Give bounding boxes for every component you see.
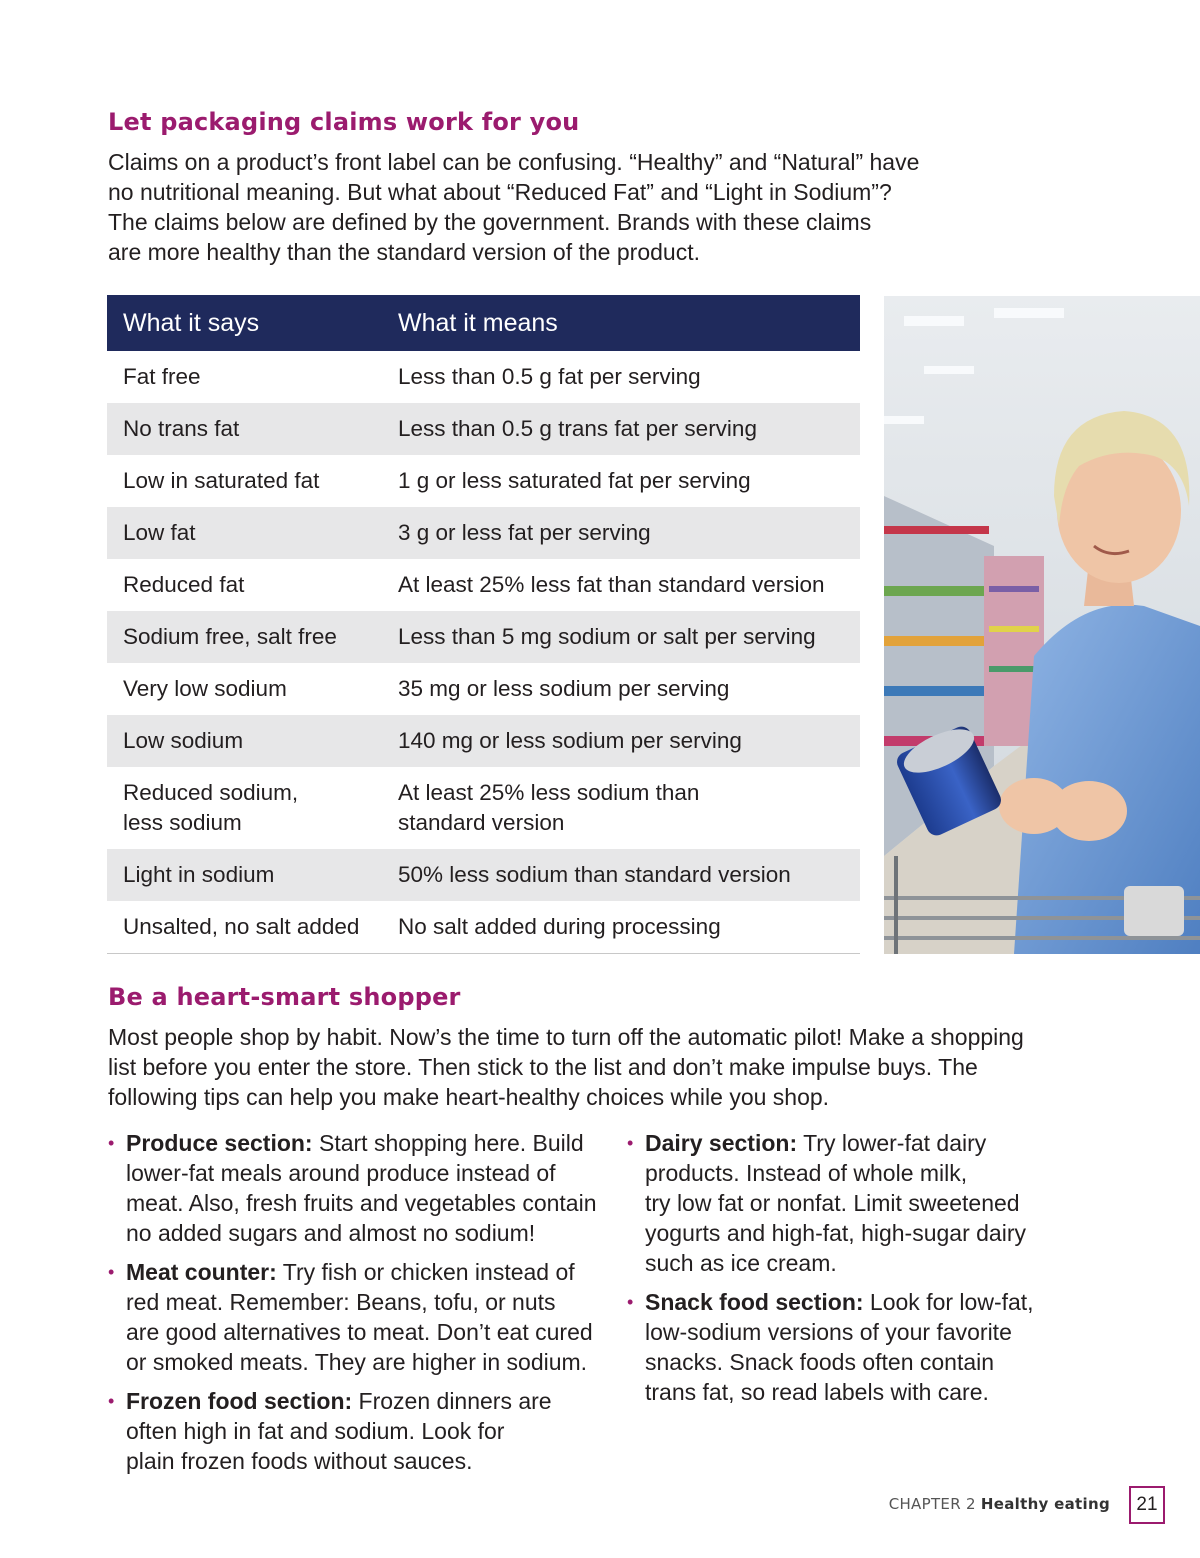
tip-text: no added sugars and almost no sodium! xyxy=(126,1220,536,1246)
tip-text: often high in fat and sodium. Look for xyxy=(126,1418,505,1444)
packaging-claims-intro xyxy=(108,147,919,267)
table-row xyxy=(107,767,860,849)
meaning-line: At least 25% less sodium than xyxy=(398,780,700,805)
list-item xyxy=(108,1386,598,1476)
page-footer xyxy=(889,1495,1110,1513)
tip-text: Look for low-fat, xyxy=(863,1289,1034,1315)
tip-text: Frozen dinners are xyxy=(352,1388,552,1414)
meaning-cell: Less than 0.5 g fat per serving xyxy=(398,364,701,389)
column-header-what-it-means: What it means xyxy=(382,295,860,351)
intro-line: list before you enter the store. Then stick to the list and don’t make impulse buys. The xyxy=(108,1054,978,1080)
meaning-cell: At least 25% less fat than standard version xyxy=(398,572,825,597)
table-row xyxy=(107,507,860,559)
claim-cell: Reduced fat xyxy=(123,572,245,597)
meaning-cell xyxy=(382,767,860,849)
tip-text: trans fat, so read labels with care. xyxy=(645,1379,989,1405)
bullet-icon: • xyxy=(627,1133,634,1153)
intro-line: The claims below are defined by the government. Brands with these claims xyxy=(108,209,872,235)
bullet-icon: • xyxy=(627,1292,634,1312)
intro-line: Most people shop by habit. Now’s the time to turn off the automatic pilot! Make a shopping xyxy=(108,1024,1024,1050)
meaning-cell: 1 g or less saturated fat per serving xyxy=(398,468,751,493)
table-row xyxy=(107,351,860,403)
tip-text: Try fish or chicken instead of xyxy=(276,1259,575,1285)
meaning-cell: Less than 0.5 g trans fat per serving xyxy=(382,403,860,455)
meaning-cell: 35 mg or less sodium per serving xyxy=(398,676,730,701)
claim-cell: No trans fat xyxy=(107,403,382,455)
intro-line: no nutritional meaning. But what about “Reduced Fat” and “Light in Sodium”? xyxy=(108,179,892,205)
table-row xyxy=(107,455,860,507)
tips-list-left xyxy=(108,1128,598,1485)
tip-title: Produce section: xyxy=(126,1130,313,1156)
tip-title: Meat counter: xyxy=(126,1259,277,1285)
intro-line: are more healthy than the standard version of the product. xyxy=(108,239,700,265)
page-number: 21 xyxy=(1129,1486,1165,1524)
claim-cell: Sodium free, salt free xyxy=(107,611,382,663)
bullet-icon: • xyxy=(108,1391,115,1411)
grocery-shopper-photo xyxy=(884,296,1200,954)
claim-cell: Low in saturated fat xyxy=(123,468,320,493)
tip-title: Snack food section: xyxy=(645,1289,864,1315)
tip-text: try low fat or nonfat. Limit sweetened xyxy=(645,1190,1020,1216)
list-item xyxy=(627,1287,1087,1407)
claim-cell xyxy=(107,767,382,849)
chapter-title: Healthy eating xyxy=(980,1495,1110,1513)
tip-text: low-sodium versions of your favorite xyxy=(645,1319,1012,1345)
table-row xyxy=(107,663,860,715)
meaning-cell: 140 mg or less sodium per serving xyxy=(382,715,860,767)
table-row xyxy=(107,715,860,767)
tip-text: such as ice cream. xyxy=(645,1250,837,1276)
tips-list-right xyxy=(627,1128,1087,1416)
tip-title: Dairy section: xyxy=(645,1130,798,1156)
claim-cell: Low fat xyxy=(107,507,382,559)
tip-text: products. Instead of whole milk, xyxy=(645,1160,968,1186)
table-row xyxy=(107,849,860,901)
bullet-icon: • xyxy=(108,1262,115,1282)
intro-line: Claims on a product’s front label can be confusing. “Healthy” and “Natural” have xyxy=(108,149,920,175)
tip-text: yogurts and high-fat, high-sugar dairy xyxy=(645,1220,1026,1246)
tip-text: Start shopping here. Build xyxy=(312,1130,584,1156)
table-row xyxy=(107,901,860,954)
table-header-row xyxy=(107,295,860,351)
tip-text: red meat. Remember: Beans, tofu, or nuts xyxy=(126,1289,556,1315)
tip-text: or smoked meats. They are higher in sodium. xyxy=(126,1349,588,1375)
claim-line: less sodium xyxy=(123,810,242,835)
section-heading-packaging-claims: Let packaging claims work for you xyxy=(108,108,580,136)
tip-text: meat. Also, fresh fruits and vegetables contain xyxy=(126,1190,597,1216)
claims-table xyxy=(107,295,860,954)
tip-text: lower-fat meals around produce instead of xyxy=(126,1160,556,1186)
table-row xyxy=(107,611,860,663)
table-row xyxy=(107,403,860,455)
bullet-icon: • xyxy=(108,1133,115,1153)
list-item xyxy=(627,1128,1087,1278)
intro-line: following tips can help you make heart-healthy choices while you shop. xyxy=(108,1084,830,1110)
chapter-label: CHAPTER 2 xyxy=(888,1495,976,1513)
claim-line: Reduced sodium, xyxy=(123,780,299,805)
heart-smart-intro xyxy=(108,1022,1024,1112)
meaning-cell: 3 g or less fat per serving xyxy=(382,507,860,559)
section-heading-heart-smart: Be a heart-smart shopper xyxy=(108,983,461,1011)
claim-cell: Unsalted, no salt added xyxy=(107,901,382,954)
claim-cell: Low sodium xyxy=(107,715,382,767)
meaning-line: standard version xyxy=(398,810,565,835)
claim-cell: Light in sodium xyxy=(107,849,382,901)
claim-cell: Very low sodium xyxy=(123,676,287,701)
tip-text: Try lower-fat dairy xyxy=(797,1130,987,1156)
list-item xyxy=(108,1257,598,1377)
claim-cell: Fat free xyxy=(123,364,201,389)
meaning-cell: No salt added during processing xyxy=(382,901,860,954)
tip-text: plain frozen foods without sauces. xyxy=(126,1448,473,1474)
list-item xyxy=(108,1128,598,1248)
column-header-what-it-says: What it says xyxy=(107,295,382,351)
meaning-cell: Less than 5 mg sodium or salt per serving xyxy=(382,611,860,663)
meaning-cell: 50% less sodium than standard version xyxy=(382,849,860,901)
tip-text: are good alternatives to meat. Don’t eat cured xyxy=(126,1319,593,1345)
tip-title: Frozen food section: xyxy=(126,1388,353,1414)
table-row xyxy=(107,559,860,611)
tip-text: snacks. Snack foods often contain xyxy=(645,1349,995,1375)
